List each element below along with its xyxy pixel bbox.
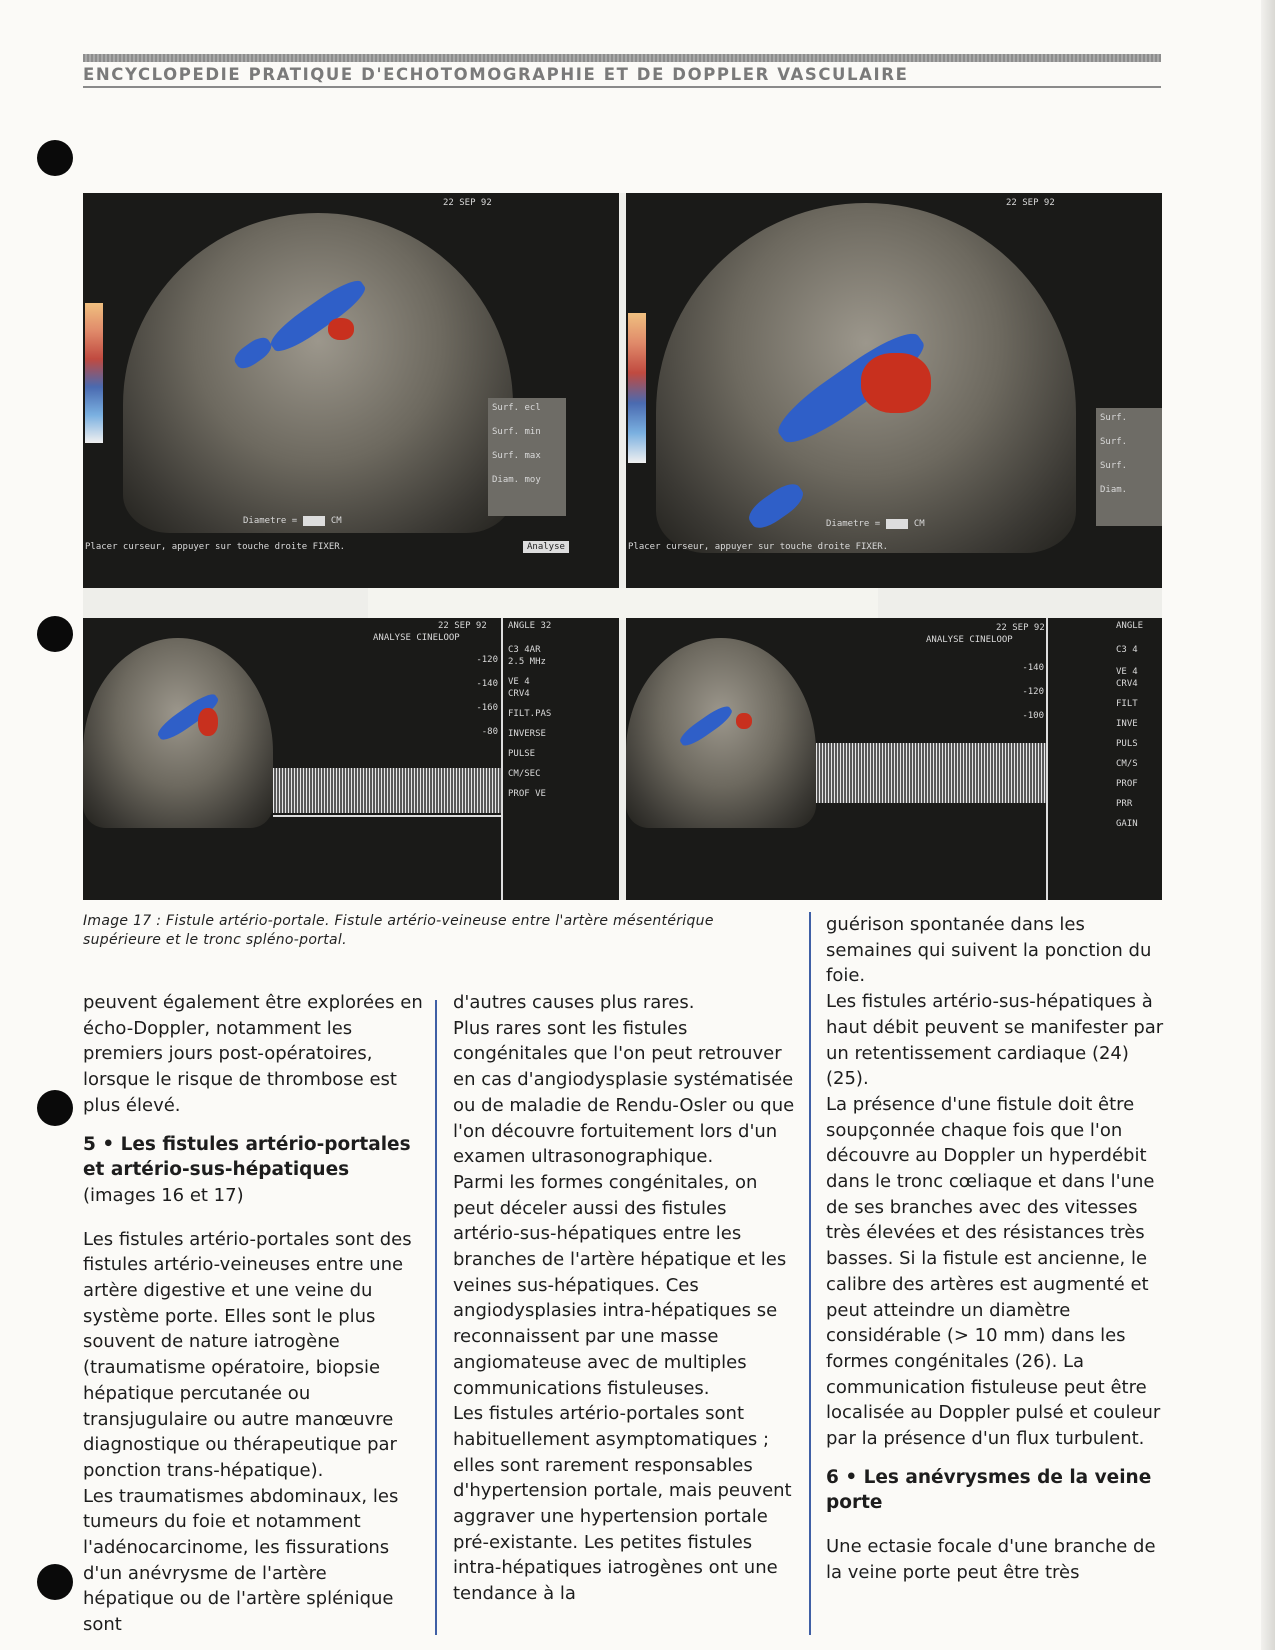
panel-date: 22 SEP 92: [443, 198, 492, 208]
section-heading: 5 • Les fistules artério-portales et artério-sus-hépatiques: [83, 1133, 411, 1181]
overlay-instruction: Placer curseur, appuyer sur touche droite FIXER.: [628, 542, 889, 552]
side-label: Surf. max: [492, 451, 541, 461]
punch-hole: [37, 1090, 73, 1126]
measure-text: Diametre =: [243, 516, 298, 526]
side-label: Diam.: [1100, 485, 1128, 495]
side-label: VE 4: [508, 677, 530, 687]
side-label: GAIN: [1116, 819, 1138, 829]
punch-hole: [37, 140, 73, 176]
tick: -120: [476, 655, 498, 665]
side-label: Surf. ecl: [492, 403, 541, 413]
column-3: [826, 912, 1166, 1586]
side-label: FILT.PAS: [508, 709, 552, 719]
overlay-tag: Analyse: [523, 541, 569, 553]
tick: -120: [1022, 687, 1044, 697]
measure-label: [826, 518, 925, 530]
color-scale: [85, 303, 103, 443]
flow-red: [861, 353, 931, 413]
section-heading: 6 • Les anévrysmes de la veine porte: [826, 1466, 1152, 1514]
side-label: Diam. moy: [492, 475, 541, 485]
panel-date: 22 SEP 92: [996, 623, 1045, 633]
panel-side-labels: [1116, 620, 1162, 830]
section-subheading: (images 16 et 17): [83, 1184, 244, 1206]
measure-text: Diametre =: [826, 519, 881, 529]
side-label: PULSE: [508, 749, 536, 759]
header-rule: [83, 86, 1161, 88]
panel-side-labels: [508, 620, 618, 800]
flow-red: [328, 318, 354, 340]
paragraph: Les fistules artério-portales sont des fistules artério-veineuses entre une artère digestive et une veine du système porte. Elles sont le plus souvent de nature iatrogène (traumatisme opératoire, biopsie hépatique percutanée ou transjugulaire ou autre manœuvre diagnostique ou thérapeutique par ponction trans-hépatique).: [83, 1228, 412, 1481]
panel-header: ANALYSE CINELOOP: [926, 635, 1013, 645]
column-rule: [435, 1000, 437, 1635]
column-2: [453, 990, 797, 1607]
panel-ticks: [1004, 662, 1044, 722]
tick: -160: [476, 703, 498, 713]
panel-ticks: [458, 654, 498, 738]
paragraph: Plus rares sont les fistules congénitales que l'on peut retrouver en cas d'angiodysplasie systématisée ou de maladie de Rendu-Osler ou que l'on découvre fortuitement lors d'un examen ultrasonographique.: [453, 1017, 795, 1168]
color-scale: [628, 313, 646, 463]
tick: -140: [1022, 663, 1044, 673]
figure-caption: Image 17 : Fistule artério-portale. Fistule artério-veineuse entre l'artère mésentérique supérieure et le tronc spléno-portal.: [83, 913, 714, 948]
panel-header: ANALYSE CINELOOP: [373, 633, 460, 643]
ultrasound-figure: [83, 193, 1162, 900]
overlay-instruction: Placer curseur, appuyer sur touche droite FIXER.: [85, 542, 346, 552]
measure-unit: CM: [330, 516, 342, 526]
column-1: [83, 990, 423, 1638]
side-label: PROF: [1116, 779, 1138, 789]
flow-red: [736, 713, 752, 729]
side-label: ANGLE 32: [508, 621, 552, 631]
side-label: PROF VE: [508, 789, 546, 799]
side-label: Surf.: [1100, 461, 1128, 471]
side-label: CM/SEC: [508, 769, 541, 779]
ultrasound-panel-1: [83, 193, 619, 588]
side-label: CRV4: [1116, 679, 1138, 689]
panel-side-labels: [1096, 408, 1162, 526]
panel-date: 22 SEP 92: [438, 621, 487, 631]
tick: -100: [1022, 711, 1044, 721]
side-label: Surf.: [1100, 413, 1128, 423]
paragraph: guérison spontanée dans les semaines qui suivent la ponction du foie.: [826, 914, 1152, 987]
side-label: FILT: [1116, 699, 1138, 709]
paragraph: peuvent également être explorées en écho-Doppler, notamment les premiers jours post-opératoires, lorsque le risque de thrombose est plus élevé.: [83, 992, 423, 1116]
scale-axis: [501, 618, 503, 900]
side-label: PRR: [1116, 799, 1133, 809]
punch-hole: [37, 1564, 73, 1600]
paragraph: d'autres causes plus rares.: [453, 992, 695, 1013]
page-edge: [1261, 0, 1275, 1650]
side-label: C3 4AR: [508, 645, 541, 655]
tick: -80: [481, 727, 498, 737]
side-label: Surf. min: [492, 427, 541, 437]
ultrasound-panel-4: [626, 618, 1162, 900]
side-label: INVE: [1116, 719, 1138, 729]
measure-unit: CM: [913, 519, 925, 529]
ultrasound-fan: [626, 638, 816, 828]
flow-red: [198, 708, 218, 736]
column-rule: [809, 912, 811, 1635]
side-label: ANGLE: [1116, 621, 1144, 631]
side-label: PULS: [1116, 739, 1138, 749]
side-label: CRV4: [508, 689, 530, 699]
running-header: [83, 54, 1161, 88]
side-label: CM/S: [1116, 759, 1138, 769]
doppler-baseline: [273, 815, 503, 817]
side-label: INVERSE: [508, 729, 546, 739]
paragraph: Parmi les formes congénitales, on peut déceler aussi des fistules artério-sus-hépatiques entre les branches de l'artère hépatique et les veines sus-hépatiques. Ces angiodysplasies intra-hépatiques se reconnaissent par une masse angiomateuse avec de multiples communications fistuleuses.: [453, 1171, 787, 1399]
doppler-spectrum: [816, 743, 1046, 803]
ultrasound-panel-3: [83, 618, 619, 900]
tick: -140: [476, 679, 498, 689]
paragraph: Une ectasie focale d'une branche de la veine porte peut être très: [826, 1536, 1156, 1583]
scale-axis: [1046, 618, 1048, 900]
ultrasound-fan: [123, 213, 513, 533]
side-label: 2.5 MHz: [508, 657, 546, 667]
measure-label: [243, 515, 342, 527]
panel-date: 22 SEP 92: [1006, 198, 1055, 208]
paragraph: La présence d'une fistule doit être soupçonnée chaque fois que l'on découvre au Doppler un hyperdébit dans le tronc cœliaque et dans l'une de ses branches avec des vitesses très élevées et des résistances très basses. Si la fistule est ancienne, le calibre des artères est augmenté et peut atteindre un diamètre considérable (> 10 mm) dans les formes congénitales (26). La communication fistuleuse peut être localisée au Doppler pulsé et couleur par la présence d'un flux turbulent.: [826, 1093, 1161, 1450]
side-label: C3 4: [1116, 645, 1138, 655]
punch-hole: [37, 616, 73, 652]
side-label: Surf.: [1100, 437, 1128, 447]
panel-side-labels: [488, 398, 566, 516]
ultrasound-panel-2: [626, 193, 1162, 588]
paragraph: Les traumatismes abdominaux, les tumeurs du foie et notamment l'adénocarcinome, les fissurations d'un anévrysme de l'artère hépatique ou de l'artère splénique sont: [83, 1485, 399, 1636]
figure-label-strip: [368, 588, 878, 620]
header-bar: [83, 54, 1161, 62]
side-label: VE 4: [1116, 667, 1138, 677]
paragraph: Les fistules artério-portales sont habituellement asymptomatiques ; elles sont rarement responsables d'hypertension portale, mais peuvent aggraver une hypertension portale pré-existante. Les petites fistules intra-hépatiques iatrogènes ont une tendance à la: [453, 1403, 792, 1605]
doppler-spectrum: [273, 768, 503, 813]
header-title: ENCYCLOPEDIE PRATIQUE D'ECHOTOMOGRAPHIE ET DE DOPPLER VASCULAIRE: [83, 65, 909, 84]
paragraph: Les fistules artério-sus-hépatiques à haut débit peuvent se manifester par un retentissement cardiaque (24) (25).: [826, 991, 1164, 1090]
